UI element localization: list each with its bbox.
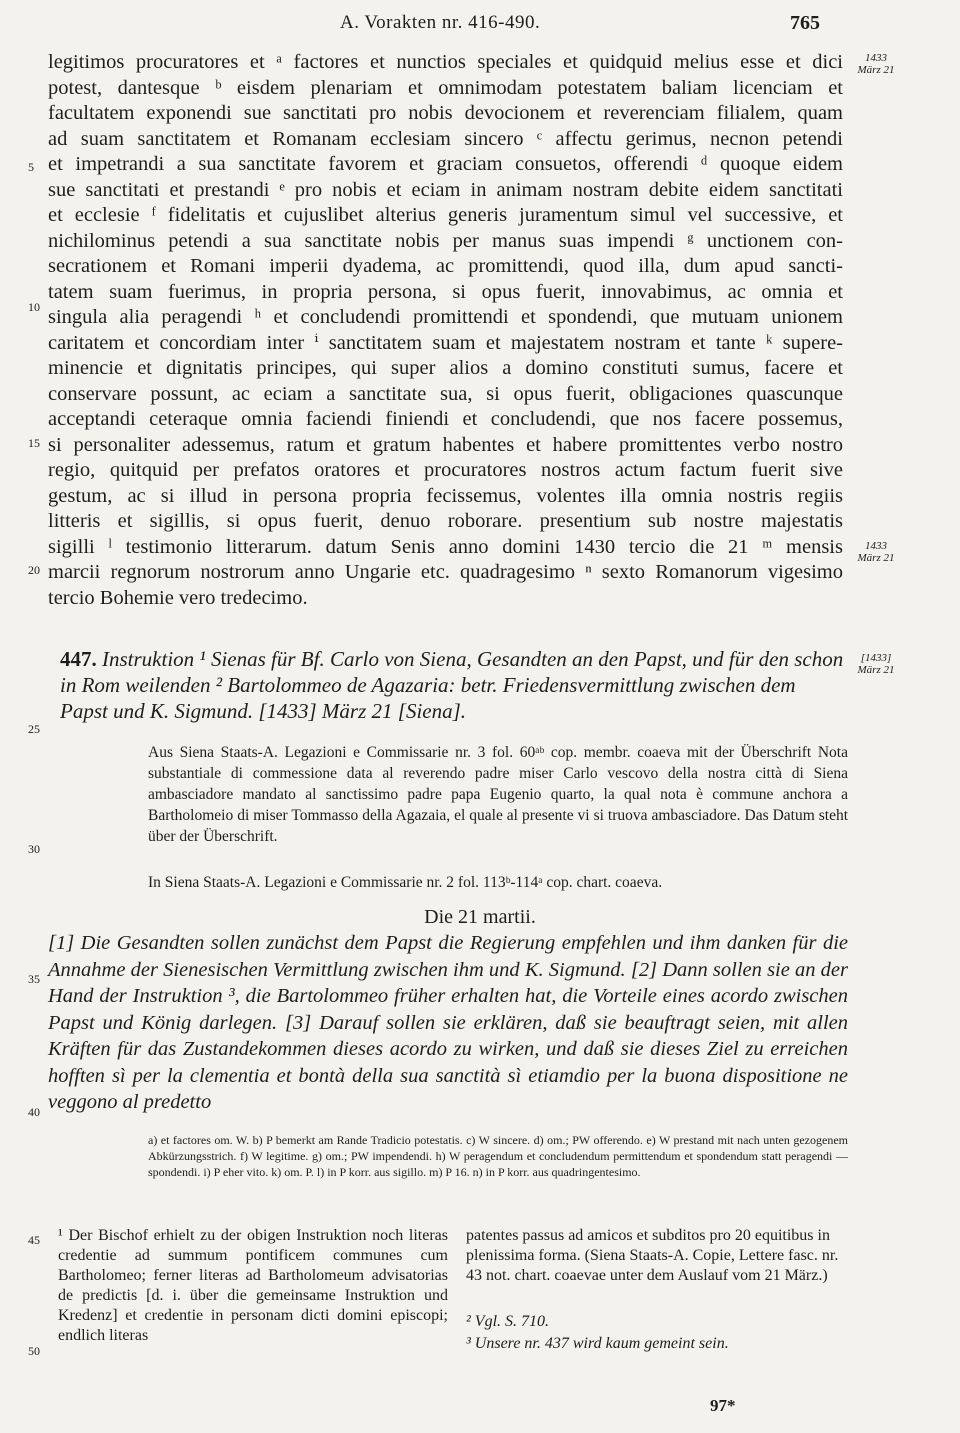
- margin-date-year: 1433: [865, 540, 887, 552]
- text-line: secrationem et Romani imperii dyadema, ac promittendi, quod illa, dum apud sancti-: [48, 255, 843, 277]
- footnote-1-continued: patentes passus ad amicos et subditos pro 20 equitibus in plenissima forma. (Siena Staats-A. Copie, Lettere fasc. nr. 43 not. chart. coaevae unter dem Auslauf vom 21 März.): [466, 1227, 839, 1284]
- text-line: si personaliter adessemus, ratum et gratum habentes et habere promittentes verbo nostro: [48, 433, 843, 456]
- text-line: et ecclesie ᶠ fidelitatis et cujuslibet alterius generis juramentum simul vel successive, et: [48, 204, 843, 226]
- footnote-3: ³ Unsere nr. 437 wird kaum gemeint sein.: [466, 1335, 729, 1352]
- line-number: 35: [28, 972, 40, 986]
- margin-date-day: März 21: [857, 64, 895, 76]
- text-line: tatem suam fuerimus, in propria persona, si opus fuerit, innovabimus, ac omnia et: [48, 280, 843, 303]
- text-line: conservare possunt, ac eciam a sanctitate sua, si opus fuerit, obligaciones quascunque: [48, 382, 843, 405]
- text-line: legitimos procuratores et ᵃ factores et nunctios speciales et quidquid melius esse et dici: [48, 51, 843, 73]
- margin-date-day: März 21: [857, 664, 895, 676]
- text-line: sue sanctitati et prestandi ᵉ pro nobis et eciam in animam nostram debite eidem sanctitati: [48, 178, 843, 201]
- page-header: [0, 8, 960, 36]
- page-number: 765: [790, 12, 820, 34]
- source-note: Aus Siena Staats-A. Legazioni e Commissarie nr. 3 fol. 60ᵃᵇ cop. membr. coaeva mit der Überschrift Nota substantiale di commessione data al reverendo padre miser Carlo vescovo della nostra città di Siena ambasciadore mandato al sanctissimo padre papa Eugenio quarto, la qual nota è commune anchora a Bartholomeio di miser Tommasso della Agazaia, el quale al presente vi si truova ambasciadore. Das Datum steht über der Überschrift.: [148, 744, 848, 845]
- text-line: minencie et dignitatis principes, qui super alios a domino constituti sumus, facere et: [48, 357, 843, 379]
- date-heading: Die 21 martii.: [424, 906, 536, 928]
- text-line: regio, quitquid per prefatos oratores et procuratores nostros actum factum fuerit sive: [48, 459, 843, 481]
- text-line: sigilli ˡ testimonio litterarum. datum Senis anno domini 1430 tercio die 21 ᵐ mensis: [48, 535, 843, 558]
- footnote-2: ² Vgl. S. 710.: [466, 1313, 550, 1330]
- text-line: singula alia peragendi ʰ et concludendi promittendi et spondendi, que mutuam unionem: [48, 306, 843, 328]
- text-line: facultatem exponendi sue sanctitati pro nobis devocionem et reverenciam filialem, quam: [48, 102, 843, 124]
- text-line: marcii regnorum nostrorum anno Ungarie etc. quadragesimo ⁿ sexto Romanorum vigesimo: [48, 561, 843, 583]
- margin-date-year: 1433: [865, 52, 887, 64]
- signature-mark: 97*: [710, 1396, 736, 1415]
- margin-date: [846, 652, 906, 676]
- running-head: A. Vorakten nr. 416-490.: [340, 12, 541, 33]
- source-note: In Siena Staats-A. Legazioni e Commissarie nr. 2 fol. 113ᵇ-114ᵃ cop. chart. coaeva.: [148, 874, 663, 891]
- line-number: 40: [28, 1105, 40, 1119]
- text-line: tercio Bohemie vero tredecimo.: [48, 586, 308, 609]
- document-heading: [60, 646, 846, 724]
- document-number: 447.: [60, 647, 97, 671]
- text-line: gestum, ac si illud in persona propria fecissemus, volentes illa omnia nostris regiis: [48, 484, 843, 507]
- document-title: Instruktion ¹ Sienas für Bf. Carlo von Siena, Gesandten an den Papst, und für den schon in Rom weilenden ² Bartolommeo de Agazaria: betr. Friedensvermittlung zwischen dem Papst und K. Sigmund. [1433] März 21 [Siena].: [60, 647, 844, 723]
- line-number: 5: [28, 160, 34, 174]
- regest-text: [1] Die Gesandten sollen zunächst dem Papst die Regierung empfehlen und ihm danken für die Annahme der Sienesischen Vermittlung zwischen ihm und K. Sigmund. [2] Dann sollen sie an der Hand der Instruktion ³, die Bartolommeo früher erhalten hat, die Vorteile eines acordo zwischen Papst und König darlegen. [3] Darauf sollen sie erklären, daß sie beauftragt seien, mit allen Kräften für das Zustandekommen dieses acordo zu wirken, und daß sie dieses Ziel zu erreichen hofften sì per la clementia et bontà della sua sanctità sì etiamdio per la buona dispositione ne veggono al predetto: [48, 932, 848, 1113]
- text-line: nichilominus petendi a sua sanctitate nobis per manus suas impendi ᵍ unctionem con-: [48, 229, 843, 252]
- line-number: 15: [28, 436, 40, 450]
- charter-text: [48, 50, 843, 611]
- margin-date: [846, 540, 906, 564]
- footnote-1: ¹ Der Bischof erhielt zu der obigen Instruktion noch literas credentie ad summum pontificem communes cum Bartholomeo; ferner literas ad Bartholomeum advisatorias de predictis [d. i. über die gemeinsame Instruktion und Kredenz] et credentie in personam dicti domini episcopi; endlich literas: [58, 1227, 448, 1344]
- critical-apparatus: a) et factores om. W. b) P bemerkt am Rande Tradicio potestatis. c) W sincere. d) om.; PW offerendo. e) W prestand mit nach unten gezogenem Abkürzungsstrich. f) W legitime. g) om.; PW impendendi. h) W peragendum et concludendum permittendum et spondendum statt peragendi — spondendi. i) P eher vito. k) om. P. l) in P korr. aus sigillo. m) P 16. n) in P korr. aus quadringentesimo.: [148, 1133, 848, 1179]
- text-line: litteris et sigillis, si opus fuerit, denuo roborare. presentium sub nostre majestatis: [48, 510, 843, 532]
- line-number: 45: [28, 1233, 40, 1247]
- margin-date-year: [1433]: [860, 652, 892, 664]
- line-number: 25: [28, 722, 40, 736]
- text-line: ad suam sanctitatem et Romanam ecclesiam sincero ᶜ affectu gerimus, necnon petendi: [48, 127, 843, 150]
- text-line: potest, dantesque ᵇ eisdem plenariam et omnimodam potestatem baliam licenciam et: [48, 76, 843, 99]
- line-number: 20: [28, 563, 40, 577]
- text-line: caritatem et concordiam inter ⁱ sanctitatem suam et majestatem nostram et tante ᵏ supere-: [48, 331, 843, 354]
- line-number: 30: [28, 842, 40, 856]
- line-number: 50: [28, 1344, 40, 1358]
- line-number: 10: [28, 300, 40, 314]
- text-line: acceptandi ceteraque omnia faciendi finiendi et concludendi, que nos facere possemus,: [48, 408, 843, 430]
- margin-date-day: März 21: [857, 552, 895, 564]
- text-line: et impetrandi a sua sanctitate favorem et graciam consuetos, offerendi ᵈ quoque eidem: [48, 153, 843, 175]
- margin-date: [846, 52, 906, 76]
